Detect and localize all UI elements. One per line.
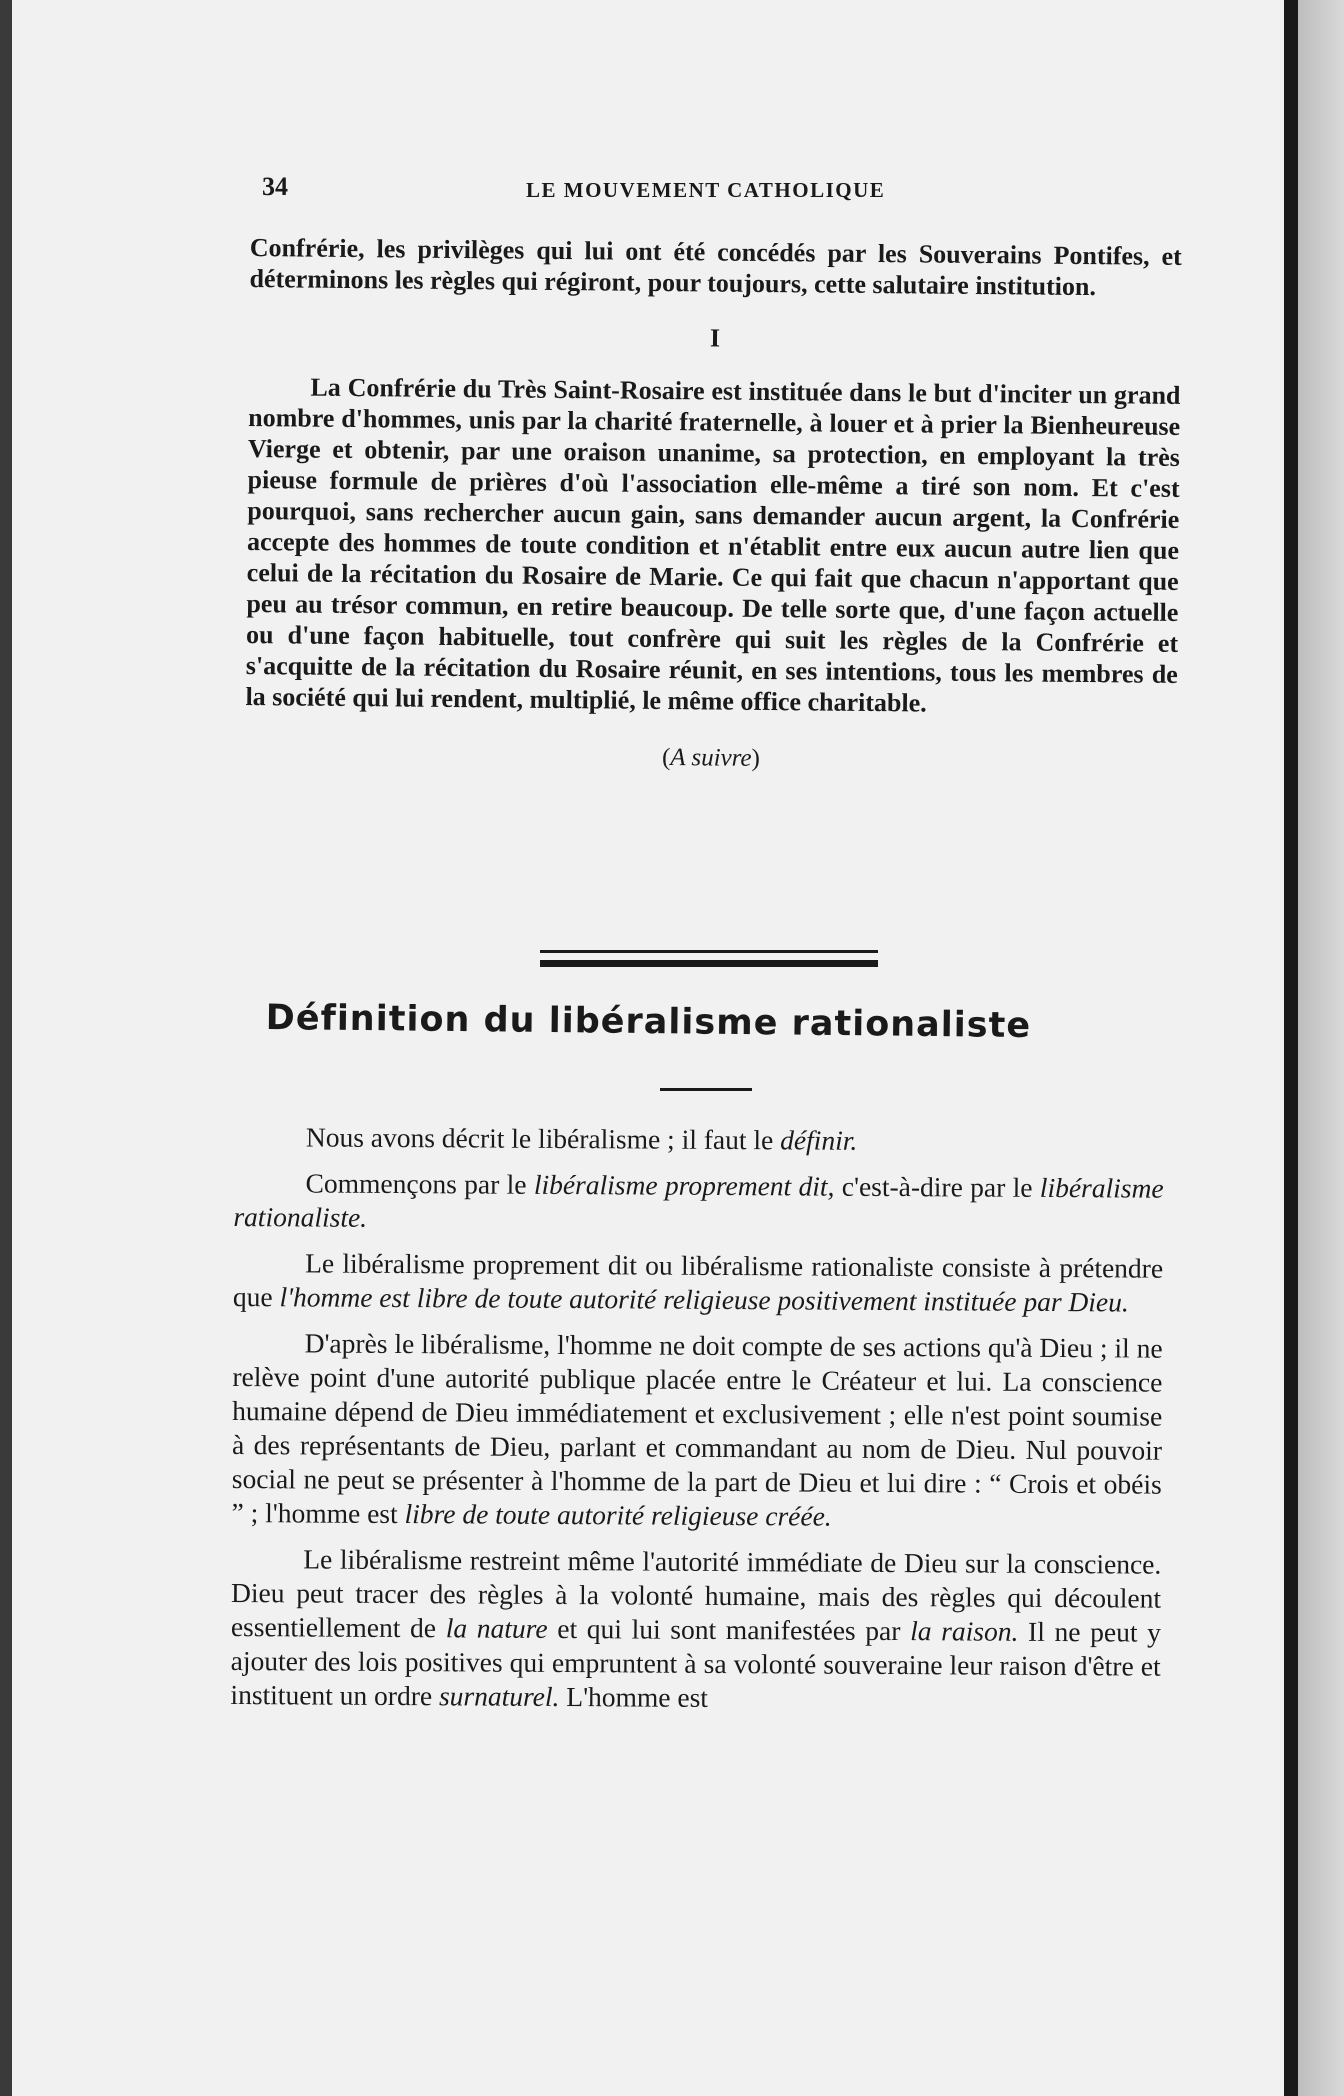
paragraph: Le libéralisme restreint même l'autorité immédiate de Dieu sur la conscience. Dieu peut tracer des règles à la volonté humaine, mais des règles qui découlent essentiellement de la nature et qui lui sont manifestées par la raison. Il ne peut y ajouter des lois positives qui empruntent à sa volonté souveraine leur raison d'être et instituent un ordre surnaturel. L'homme est — [230, 1543, 1162, 1713]
paragraph: Nous avons décrit le libéralisme ; il faut le définir. — [305, 1121, 858, 1156]
article-body — [230, 1120, 1164, 1730]
paragraph: D'après le libéralisme, l'homme ne doit compte de ses actions qu'à Dieu ; il ne relève point d'une autorité publique placée entre le Créateur et lui. La conscience humaine dépend de Dieu immédiatement et exclusivement ; elle n'est point soumise à des représentants de Dieu, parlant et commandant au nom de Dieu. Nul pouvoir social ne peut se présenter à l'homme de la part de Dieu et lui dire : “ Crois et obéis ” ; l'homme est libre de toute autorité religieuse créée. — [231, 1327, 1163, 1532]
separator-thick-line — [540, 960, 878, 967]
running-title: LE MOUVEMENT CATHOLIQUE — [526, 178, 886, 202]
article-title: Définition du libéralisme rationaliste — [265, 998, 1032, 1047]
page-edge — [1284, 0, 1344, 2096]
page-number: 34 — [262, 172, 288, 201]
title-underline — [660, 1088, 752, 1091]
previous-article-ending — [245, 232, 1182, 778]
paragraph: Le libéralisme proprement dit ou libéralisme rationaliste consiste à prétendre que l'homme est libre de toute autorité religieuse positivement instituée par Dieu. — [232, 1247, 1164, 1318]
page-header — [262, 172, 922, 212]
section-numeral: I — [709, 323, 721, 353]
separator-thin-line — [540, 950, 878, 953]
to-be-continued: (A suivre) — [661, 743, 761, 772]
rosary-paragraph: La Confrérie du Très Saint-Rosaire est instituée dans le but d'inciter un grand nombre d'hommes, unis par la charité fraternelle, à louer et à prier la Bienheureuse Vierge et obtenir, par une oraison unanime, sa protection, en employant la très pieuse formule de prières d'où l'association elle-même a tiré son nom. Et c'est pourquoi, sans rechercher aucun gain, sans demander aucun argent, la Confrérie accepte des hommes de toute condition et n'établit entre eux aucun autre lien que celui de la récitation du Rosaire de Marie. Ce qui fait que chacun n'apportant que peu au trésor commun, en retire beaucoup. De telle sorte que, d'une façon actuelle ou d'une façon habituelle, tout confrère qui suit les règles de la Confrérie et s'acquitte de la récitation du Rosaire réunit, en ses intentions, tous les membres de la société qui lui rendent, multiplié, le même office charitable. — [245, 372, 1181, 718]
paragraph: Commençons par le libéralisme proprement dit, c'est-à-dire par le libéralisme rationaliste. — [233, 1167, 1164, 1233]
section-separator — [540, 950, 878, 970]
continuation-paragraph: Confrérie, les privilèges qui lui ont été concédés par les Souverains Pontifes, et déterminons les règles qui régiront, pour toujours, cette salutaire institution. — [249, 232, 1182, 302]
